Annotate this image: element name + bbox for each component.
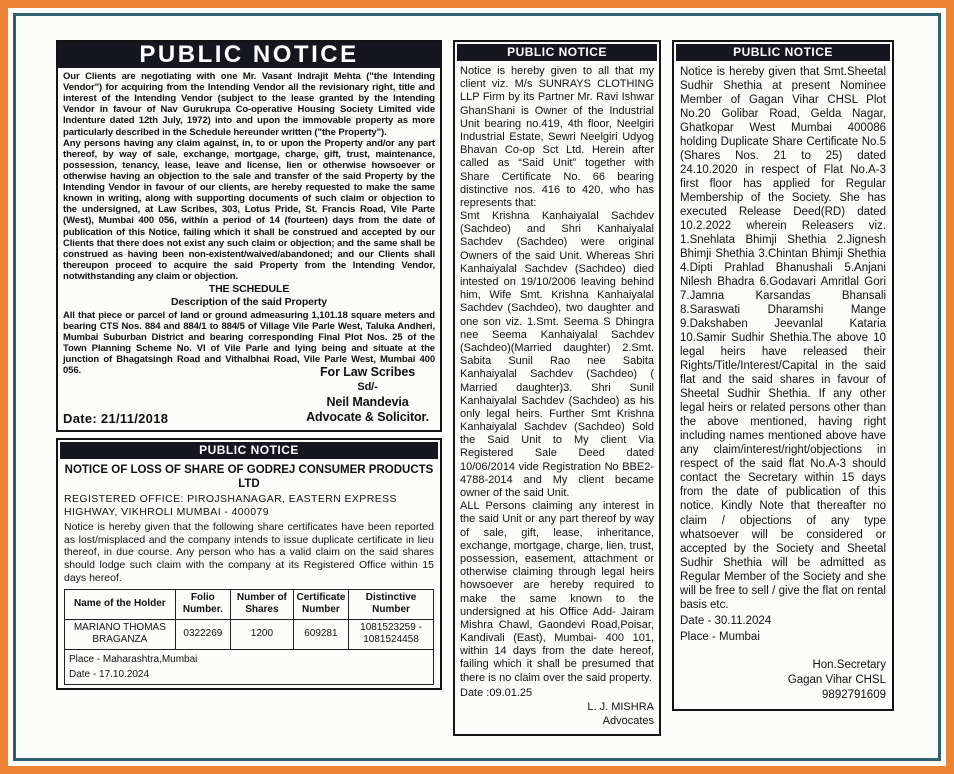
sign-for: For Law Scribes [320,365,416,380]
sign-role: Advocates [602,715,654,728]
inner-frame [13,13,941,761]
notice-body [674,61,892,709]
sign-name: Neil Mandevia [326,394,409,409]
cell-certificate: 609281 [293,619,348,649]
notice-header: PUBLIC NOTICE [60,442,438,459]
notice-date: Date: 21/11/2018 [63,410,169,426]
schedule-title: THE SCHEDULE [208,283,290,296]
notice-date: Date - 17.10.2024 [69,668,150,680]
notice-date: Date :09.01.25 [460,686,533,699]
notice-godrej [56,438,442,690]
share-table [64,589,434,685]
paragraph: Notice is hereby given that Smt.Sheetal Sudhir Shethia at present Nominee Member of Gagan Vihar CHSL Plot No.20 Golibar Road, Gelda Nagar, Ghatkopar West Mumbai 400086 holding Duplicate Share Certificate No.5 (Shares Nos. 21 to 25) dated 24.10.2020 in respect of Flat No.A-3 first floor has applied for Regular Membership of the Society. She has executed Release Deed(RD) dated 10.2.2022 wherein Releasers viz. 1.Snehlata Bhimji Shethia 2.Jignesh Bhimji Shethia 3.Chintan Bhimji Shethia 4.Dipti Prahlad Bhanushali 5.Anjani Nilesh Bhadra 6.Godavari Amritlal Gori 7.Jamna Karsandas Bhansali 8.Saraswati Dharamshi Mange 9.Dakshaben Jeevanlal Kataria 10.Samir Sudhir Shethia.The above 10 legal heirs have released their Rights/Title/Interest/Capital in the said flat and the said shares in favour of Sheetal Sudhir Shethia. If any other legal heirs or related persons other than the above mentioned, having right including names mentioned above have any claim/interest/right/objections in respect of the said flat No.A-3 should contact the Secretary within 15 days from the date of publication of this notice. Kindly Note that thereafter no claim / objections of any type whatsoever will be considered or accepted by the Society and Sheetal Sudhir Shethia will be admitted as Regular Member of the Society and she will be free to sell / give the flat on rental basis etc. [680,66,886,611]
notice-sunrays [453,40,661,736]
notice-header: PUBLIC NOTICE [676,44,890,61]
notice-title: NOTICE OF LOSS OF SHARE OF GODREJ CONSUMER PRODUCTS LTD [64,463,434,490]
notice-body [455,61,659,734]
sign-org: Gagan Vihar CHSL [787,674,886,687]
col-certificate: Certificate Number [293,589,348,619]
signature-block [306,365,429,426]
col-distinctive: Distinctive Number [349,589,434,619]
paragraph: Notice is hereby given to all that my client viz. M/s SUNRAYS CLOTHING LLP Firm by its Partner Mr. Ravi Ishwar GhanShani is Owner of the Industrial Unit bearing no.419, 4th floor, Neelgiri Industrial Estate, Sewri Neelgiri Udyog Bhavan Co-op Sct Ltd. Herein after called as “Said Unit” together with Share Certificate No. 66 bearing distinctive nos. 416 to 420, who has represents that: [460,65,654,209]
table-footer-row [65,649,434,684]
sign-role: Advocate & Solicitor. [306,410,429,425]
paragraph: Smt Krishna Kanhaiyalal Sachdev (Sachdeo) and Shri Kanhaiyalal Sachdev (Sachdeo) were original Owners of the said Unit. Whereas Shri Kanhaiyalal Sachdev (Sachdeo) died intested on 19/10/2006 leaving behind him, Wife Smt. Krishna Kanhaiyalal Sachdev (Sachdeo), two daughter and one son viz. 1.Smt. Seema S Dhingra nee Seema Kanhaiyalal Sachdev (Sachdeo)(Married daughter) 2.Smt. Sabita Sunil Rao nee Sabita Kanhaiyalal Sachdev (Sachdeo) ( Married daughter)3. Shri Sunil Kanhaiyalal Sachdev (Sachdeo) as his only legal heirs. Further Smt Krishna Kanhaiyalal Sachdev (Sachdeo) Sold the Said Unit to My client Via Registered Sale Deed dated 10/06/2014 vide Registration No BBE2-4788-2014 and My client became owner of the said Unit. [460,210,654,499]
cell-shares: 1200 [231,619,294,649]
table-header-row [65,589,434,619]
sign-name: L. J. MISHRA [587,701,654,713]
notice-body [58,68,440,430]
notice-place: Place - Mumbai [680,630,760,643]
column-middle [453,40,661,736]
notice-body [58,459,440,688]
signature-row [63,365,435,426]
schedule-subtitle: Description of the said Property [170,296,328,309]
paragraph: Our Clients are negotiating with one Mr. Vasant Indrajit Mehta ("the Intending Vendor") for acquiring from the Intending Vendor all the revisionary right, title and interest of the Intending Vendor (subject to the lease granted by the Intending Vendor in favour of Nav Gurukrupa Co-operative Housing Society Limited vide Indenture dated 12th July, 1972) into and upon the immovable property as more particularly described in the Schedule hereunder written ("the Property"). [63,71,435,138]
column-left [56,40,442,690]
paragraph: Any persons having any claim against, in, to or upon the Property and/or any part thereof, by way of sale, exchange, mortgage, charge, gift, trust, maintenance, possession, tenancy, lease, leave and license, lien or otherwise howsoever or otherwise having an objection to the sale and transfer of the said Property by the Intending Vendor in favour of our clients, are hereby requested to make the same known in writing, along with supporting documents of such claim or objection to the undersigned, at Law Scribes, 303, Lotus Pride, St. Francis Road, Vile Parte (West), Mumbai 400 056, within a period of 14 (fourteen) days from the date of publication of this Notice, failing which it shall be construed and accepted by our Clients that there does not exist any such claim or objection; and the same shall be construed as having been non-existent/waived/abandoned; and our Clients shall thereupon proceed to acquire the said Property from the Intending Vendor, notwithstanding any claim or objection. [63,137,435,282]
notice-columns [56,40,898,736]
paragraph: Notice is hereby given that the following share certificates have been reported as lost/misplaced and the company intends to issue duplicate certificate in lieu thereof, in due course. Any person who has a valid claim on the said shares should lodge such claim with the company at its Registered Office within 15 days hereof. [64,520,434,584]
notice-gagan-vihar [672,40,894,711]
notice-law-scribes [56,40,442,432]
cell-holder: MARIANO THOMAS BRAGANZA [65,619,176,649]
cell-distinctive: 1081523259 - 1081524458 [349,619,434,649]
place-date-cell [65,649,434,684]
paragraph: All that piece or parcel of land or ground admeasuring 1,101.18 square meters and bearing CTS Nos. 884 and 884/1 to 884/5 of Village Vile Parle West, Taluka Andheri, Mumbai Suburban District and bearing corresponding Final Plot Nos. 25 of the Town Planning Scheme No. VI of Vile Parle and lying being and situate at the junction of Bhagatsingh Road and Vithalbhai Road, Vile Parle West, Mumbai 400 056. [63,309,435,377]
sign-phone: 9892791609 [822,689,886,702]
notice-header: PUBLIC NOTICE [58,42,440,68]
paragraph: ALL Persons claiming any interest in the said Unit or any part thereof by way of sale, gift, lease, inheritance, exchange, mortgage, charge, lien, trust, possession, easement, attachment or otherwise claiming through legal heirs howsoever are hereby required to make the same known to the undersigned at his Office Add- Jairam Mishra Chawl, Gaondevi Road,Poisar, Kandivali (East), Mumbai- 400 101, within 14 days from the date hereof, failing which it shall be presumed that there is no claim over the said property. [460,500,654,684]
sign-sd: Sd/- [357,380,378,393]
col-folio: Folio Number. [175,589,230,619]
signature-block [680,658,886,703]
col-holder: Name of the Holder [65,589,176,619]
registered-office: REGISTERED OFFICE: PIROJSHANAGAR, EASTERN EXPRESS HIGHWAY, VIKHROLI MUMBAI - 400079 [64,492,397,518]
sign-name: Hon.Secretary [812,659,886,672]
cell-folio: 0322269 [175,619,230,649]
notice-date: Date - 30.11.2024 [680,614,772,627]
signature-block [460,700,654,729]
notice-place: Place - Maharashtra,Mumbai [69,653,198,665]
column-right [672,40,894,711]
notice-header: PUBLIC NOTICE [457,44,657,61]
table-row [65,619,434,649]
col-shares: Number of Shares [231,589,294,619]
